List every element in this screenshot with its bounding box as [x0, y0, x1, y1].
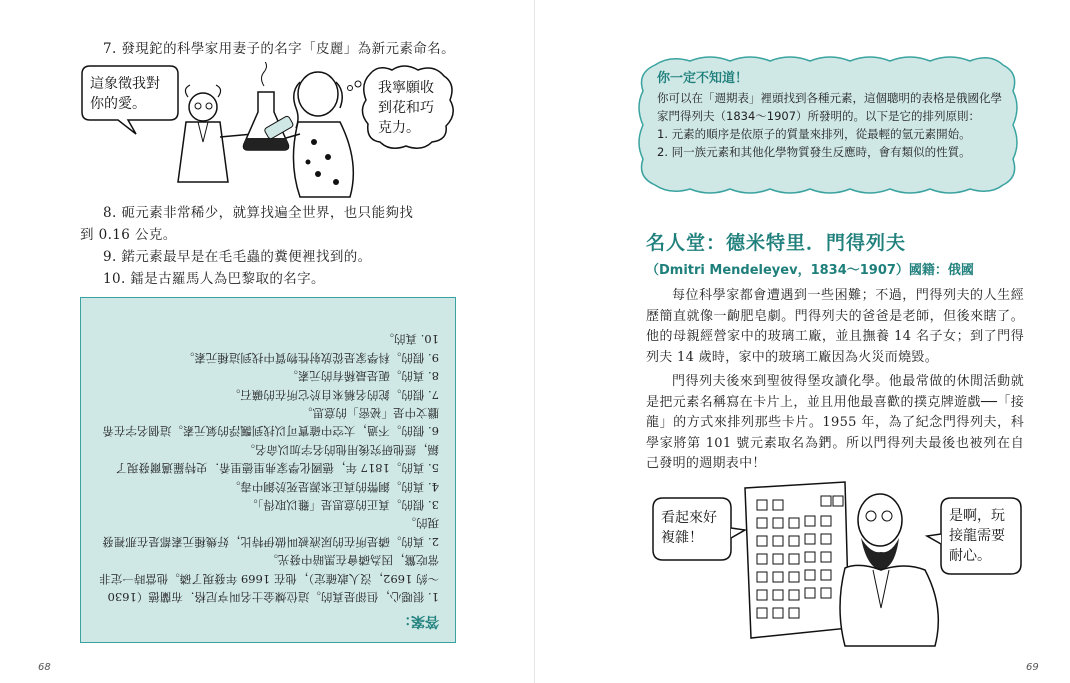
page-number-left: 68 — [38, 662, 51, 673]
answer-item: 10. 真的。 — [382, 332, 439, 347]
answers-list — [99, 330, 439, 606]
man-speech-bubble: 這象徵我對 你的愛。 — [90, 76, 160, 112]
answer-item: 6. 假的。不過，太空中確實可以找到飄浮的氣元素。這個名字在希臘文中是「祕密」的意思。 — [102, 405, 439, 439]
answers-title: 答案： — [397, 613, 439, 629]
page-number-right: 69 — [1026, 662, 1039, 673]
callout-rule-1: 1. 元素的順序是依原子的質量來排列，從最輕的氫元素開始。 — [657, 127, 971, 141]
fact-8-line2: 到 0.16 公克。 — [80, 227, 177, 243]
did-you-know-callout — [635, 55, 1020, 195]
callout-content — [657, 67, 1002, 161]
answers-upside-down — [81, 298, 457, 644]
fact-8-line1: 8. 砈元素非常稀少，就算找遍全世界，也只能夠找 — [103, 205, 414, 221]
answer-item: 8. 真的。砈是最稀有的元素。 — [286, 369, 439, 384]
answer-item: 1. 很噁心，但卻是真的。這位煉金士名叫亨尼格．布蘭德（1630～約 1692，沒人敢確定），他在 1669 年發現了磷。他當時一定非常吃驚，因為磷會在黑暗中發光。 — [99, 553, 439, 604]
onlooker-speech-bubble: 看起來好 複雜！ — [661, 510, 717, 546]
callout-rule-2: 2. 同一族元素和其他化學物質發生反應時，會有類似的性質。 — [657, 145, 971, 159]
biography-paragraph-2: 門得列夫後來到聖彼得堡攻讀化學。他最常做的休閒活動就是把元素名稱寫在卡片上，並且用他最喜歡的撲克牌遊戲──「接龍」的方式來排列那些卡片。1955 年，為了紀念門得列夫，科學家將第 101 號元素取名為鍆。所以門得列夫最後也被列在自己發明的週期表中！ — [646, 374, 1024, 471]
hall-of-fame-subtitle: （Dmitri Mendeleyev，1834～1907）國籍：俄國 — [646, 263, 974, 278]
answer-item: 2. 真的。磷是所在的尿液被叫做伊特比，好幾種元素都是在那裡發現的。 — [102, 516, 439, 549]
callout-body: 你可以在「週期表」裡頭找到各種元素，這個聰明的表格是俄國化學家門得列夫（1834～1907）所發明的。以下是它的排列原則： — [657, 91, 1002, 123]
answers-box — [80, 297, 456, 643]
woman-speech-bubble: 我寧願收 到花和巧 克力。 — [378, 80, 434, 136]
answer-item: 9. 假的。科學家是從放射性物質中找到這種元素。 — [182, 350, 439, 365]
biography-paragraph-1: 每位科學家都會遭遇到一些困難；不過，門得列夫的人生經歷簡直就像一齣肥皂劇。門得列夫的爸爸是老師，但後來瞎了。他的母親經營家中的玻璃工廠，並且撫養 14 名子女；到了門得列夫 14 歲時，家中的玻璃工廠因為火災而燒毀。 — [646, 288, 1024, 365]
mendeleyev-speech-bubble: 是啊，玩 接龍需要 耐心。 — [949, 508, 1005, 564]
answer-item: 4. 真的。銅幣的真正來源是死於銅中毒。 — [228, 479, 439, 494]
answer-item: 7. 假的。鉈的名稱來自於它所在的礦石。 — [228, 387, 439, 402]
callout-title: 你一定不知道！ — [657, 71, 749, 86]
fact-9: 9. 鍩元素最早是在毛毛蟲的糞便裡找到的。 — [103, 249, 372, 265]
fact-7: 7. 發現鉈的科學家用妻子的名字「皮麗」為新元素命名。 — [103, 41, 455, 57]
cartoon-wedding-illustration — [78, 62, 473, 202]
fact-10: 10. 鐳是古羅馬人為巴黎取的名字。 — [103, 271, 325, 287]
answer-item: 3. 假的。真正的意思是「難以取得」。 — [246, 497, 439, 512]
cartoon-mendeleyev-illustration — [645, 478, 1025, 648]
answer-item: 5. 真的。1817 年，德國化學家弗里德里希．史特羅邁爾發現了鎘，經他研究後用他的名字加以命名。 — [115, 442, 439, 476]
hall-of-fame-title: 名人堂：德米特里．門得列夫 — [646, 232, 907, 254]
